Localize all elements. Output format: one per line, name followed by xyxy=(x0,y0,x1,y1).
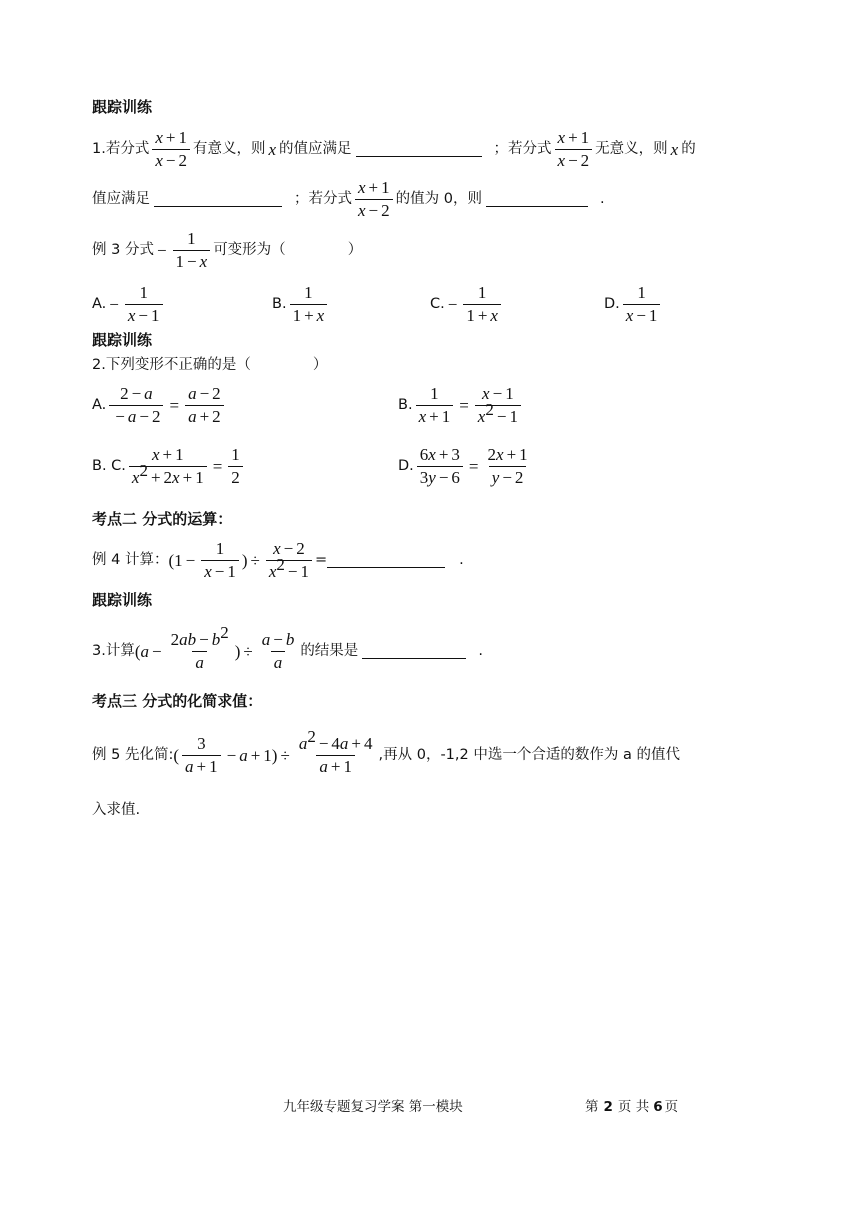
footer-page-number xyxy=(585,1101,678,1115)
question-number: 1. xyxy=(92,140,106,157)
variable-x: x xyxy=(268,139,277,159)
bracket-close: ） xyxy=(347,241,363,258)
section-heading-tracking-3: 跟踪训练 xyxy=(92,591,153,609)
example-3: 例 3 分式 − $\frac{1}{1 - x}$ 可变形为（ ） xyxy=(92,229,363,271)
option-label: B. xyxy=(398,396,413,413)
option-fraction: $\frac{x - 1}{x^2 - 1}$ xyxy=(475,385,521,425)
fraction-a2-minus-4a-plus-4-over-a-plus-1: $\frac{a^2 - 4a + 4}{a + 1}$ xyxy=(298,727,373,776)
option-fraction: $\frac{1}{x - 1}$ xyxy=(125,284,163,324)
fraction-3-over-a-plus-1: $\frac{3}{a + 1}$ xyxy=(182,735,221,775)
example-label: 例 3 分式 xyxy=(92,241,154,258)
footer-text: 页 xyxy=(664,1099,679,1115)
fraction-x-plus-1-over-x-minus-2: $\frac{x + 1}{x - 2}$ xyxy=(152,129,190,169)
example-label: 例 4 计算： xyxy=(92,551,169,568)
option-d[interactable]: D. $\frac{6x + 3}{3y - 6}$ = $\frac{2x + 1}{y - 2}$ xyxy=(398,444,534,488)
option-label: D. xyxy=(398,457,414,474)
question-1-line-2 xyxy=(92,177,605,221)
variable-x: x xyxy=(670,139,679,159)
option-fraction: $\frac{2 - a}{- a - 2}$ xyxy=(109,385,163,425)
question-text: 可变形为（ xyxy=(213,241,286,258)
option-fraction: $\frac{1}{2}$ xyxy=(228,446,243,486)
option-b[interactable] xyxy=(272,282,330,326)
example-5-line-1: 例 5 先化简: ( $\frac{3}{a + 1}$ − a + 1) ÷ $\frac{a^2 - 4a + 4}{a + 1}$ ,再从 0，-1,2 中选一个合适的数作为 a 的值代 xyxy=(92,727,680,776)
option-a[interactable]: A. $\frac{2 - a}{- a - 2}$ = $\frac{a - 2}{a + 2}$ xyxy=(92,383,227,427)
question-1-line-1 xyxy=(92,127,696,171)
fraction-x-plus-1-over-x-minus-2: $\frac{x + 1}{x - 2}$ xyxy=(555,129,593,169)
answer-blank-4[interactable] xyxy=(327,553,445,568)
key-point-2-heading: 考点二 分式的运算： xyxy=(92,510,233,528)
question-text: 的 xyxy=(681,140,696,157)
option-label: D. xyxy=(604,295,620,312)
period: . xyxy=(599,190,605,207)
question-text: 无意义，则 xyxy=(595,140,668,157)
question-text: 2.下列变形不正确的是（ xyxy=(92,357,251,373)
option-b[interactable]: B. $\frac{1}{x + 1}$ = $\frac{x - 1}{x^2 - 1}$ xyxy=(398,383,524,427)
question-text: 的值为 0，则 xyxy=(395,190,482,207)
footer-text: 页 共 xyxy=(617,1099,650,1115)
question-text: 的结果是 xyxy=(300,642,359,659)
example-4: 例 4 计算： (1 − $\frac{1}{x - 1}$ ) ÷ $\frac{x - 2}{x^2 - 1}$ = . xyxy=(92,539,464,581)
question-text: 若分式 xyxy=(105,140,150,157)
bracket-close: ） xyxy=(312,357,328,373)
option-label: A. xyxy=(92,396,107,413)
option-label: B. xyxy=(272,295,287,312)
section-heading-tracking-2: 跟踪训练 xyxy=(92,331,153,349)
fraction-2ab-minus-b2-over-a: $\frac{2ab - b^2}{a}$ xyxy=(170,623,229,672)
fraction-a-minus-b-over-a: $\frac{a - b}{a}$ xyxy=(261,630,295,672)
fraction-x-minus-2-over-x2-minus-1: $\frac{x - 2}{x^2 - 1}$ xyxy=(266,540,312,580)
option-fraction: $\frac{1}{x - 1}$ xyxy=(623,284,661,324)
question-text: 3.计算 xyxy=(92,642,135,659)
period: . xyxy=(478,642,483,659)
question-text: 的值应满足 xyxy=(279,140,352,157)
fraction-x-plus-1-over-x-minus-2: $\frac{x + 1}{x - 2}$ xyxy=(355,179,393,219)
answer-blank-1[interactable] xyxy=(356,142,482,157)
option-fraction: $\frac{a - 2}{a + 2}$ xyxy=(185,385,224,425)
option-label: A. xyxy=(92,295,107,312)
period: . xyxy=(459,551,464,568)
equals-sign: = xyxy=(315,551,328,568)
answer-blank-2[interactable] xyxy=(154,192,282,207)
option-d[interactable] xyxy=(604,282,663,326)
question-text: ；若分式 xyxy=(493,140,552,157)
footer-total-pages: 6 xyxy=(653,1099,663,1115)
option-c[interactable]: C. − $\frac{1}{1 + x}$ xyxy=(430,282,504,326)
key-point-3-heading: 考点三 分式的化简求值： xyxy=(92,692,263,710)
question-text: ；若分式 xyxy=(294,190,352,207)
fraction-1-over-1-minus-x: $\frac{1}{1 - x}$ xyxy=(173,230,211,270)
example-label: 例 5 先化简: xyxy=(92,746,174,763)
question-3: 3.计算 ( a − $\frac{2ab - b^2}{a}$ ) ÷ $\frac{a - b}{a}$ 的结果是 . xyxy=(92,623,483,672)
option-a[interactable]: A. − $\frac{1}{x - 1}$ xyxy=(92,282,166,326)
option-label: C. xyxy=(430,295,445,312)
question-text: ,再从 0，-1,2 中选一个合适的数作为 a 的值代 xyxy=(378,746,680,763)
option-fraction: $\frac{2x + 1}{y - 2}$ xyxy=(487,445,528,487)
fraction-1-over-x-minus-1: $\frac{1}{x - 1}$ xyxy=(201,540,239,580)
option-fraction: $\frac{1}{x + 1}$ xyxy=(416,385,454,425)
footer-current-page: 2 xyxy=(603,1099,613,1115)
option-label: B. C. xyxy=(92,457,126,474)
option-fraction: $\frac{1}{1 + x}$ xyxy=(290,284,328,324)
option-c[interactable]: B. C. $\frac{x + 1}{x^2 + 2x + 1}$ = $\frac{1}{2}$ xyxy=(92,444,246,488)
section-heading-tracking-1: 跟踪训练 xyxy=(92,98,153,116)
option-fraction: $\frac{x + 1}{x^2 + 2x + 1}$ xyxy=(129,446,207,486)
option-fraction: $\frac{6x + 3}{3y - 6}$ xyxy=(417,446,463,486)
answer-blank-3[interactable] xyxy=(486,192,588,207)
question-2-stem xyxy=(92,358,327,373)
question-text: 有意义，则 xyxy=(192,140,266,157)
answer-blank-5[interactable] xyxy=(362,644,466,659)
footer-title: 九年级专题复习学案 第一模块 xyxy=(283,1099,463,1115)
question-text: 值应满足 xyxy=(92,190,150,207)
example-5-line-2: 入求值. xyxy=(92,802,141,818)
footer-text: 第 xyxy=(585,1099,599,1115)
option-fraction: $\frac{1}{1 + x}$ xyxy=(463,284,501,324)
